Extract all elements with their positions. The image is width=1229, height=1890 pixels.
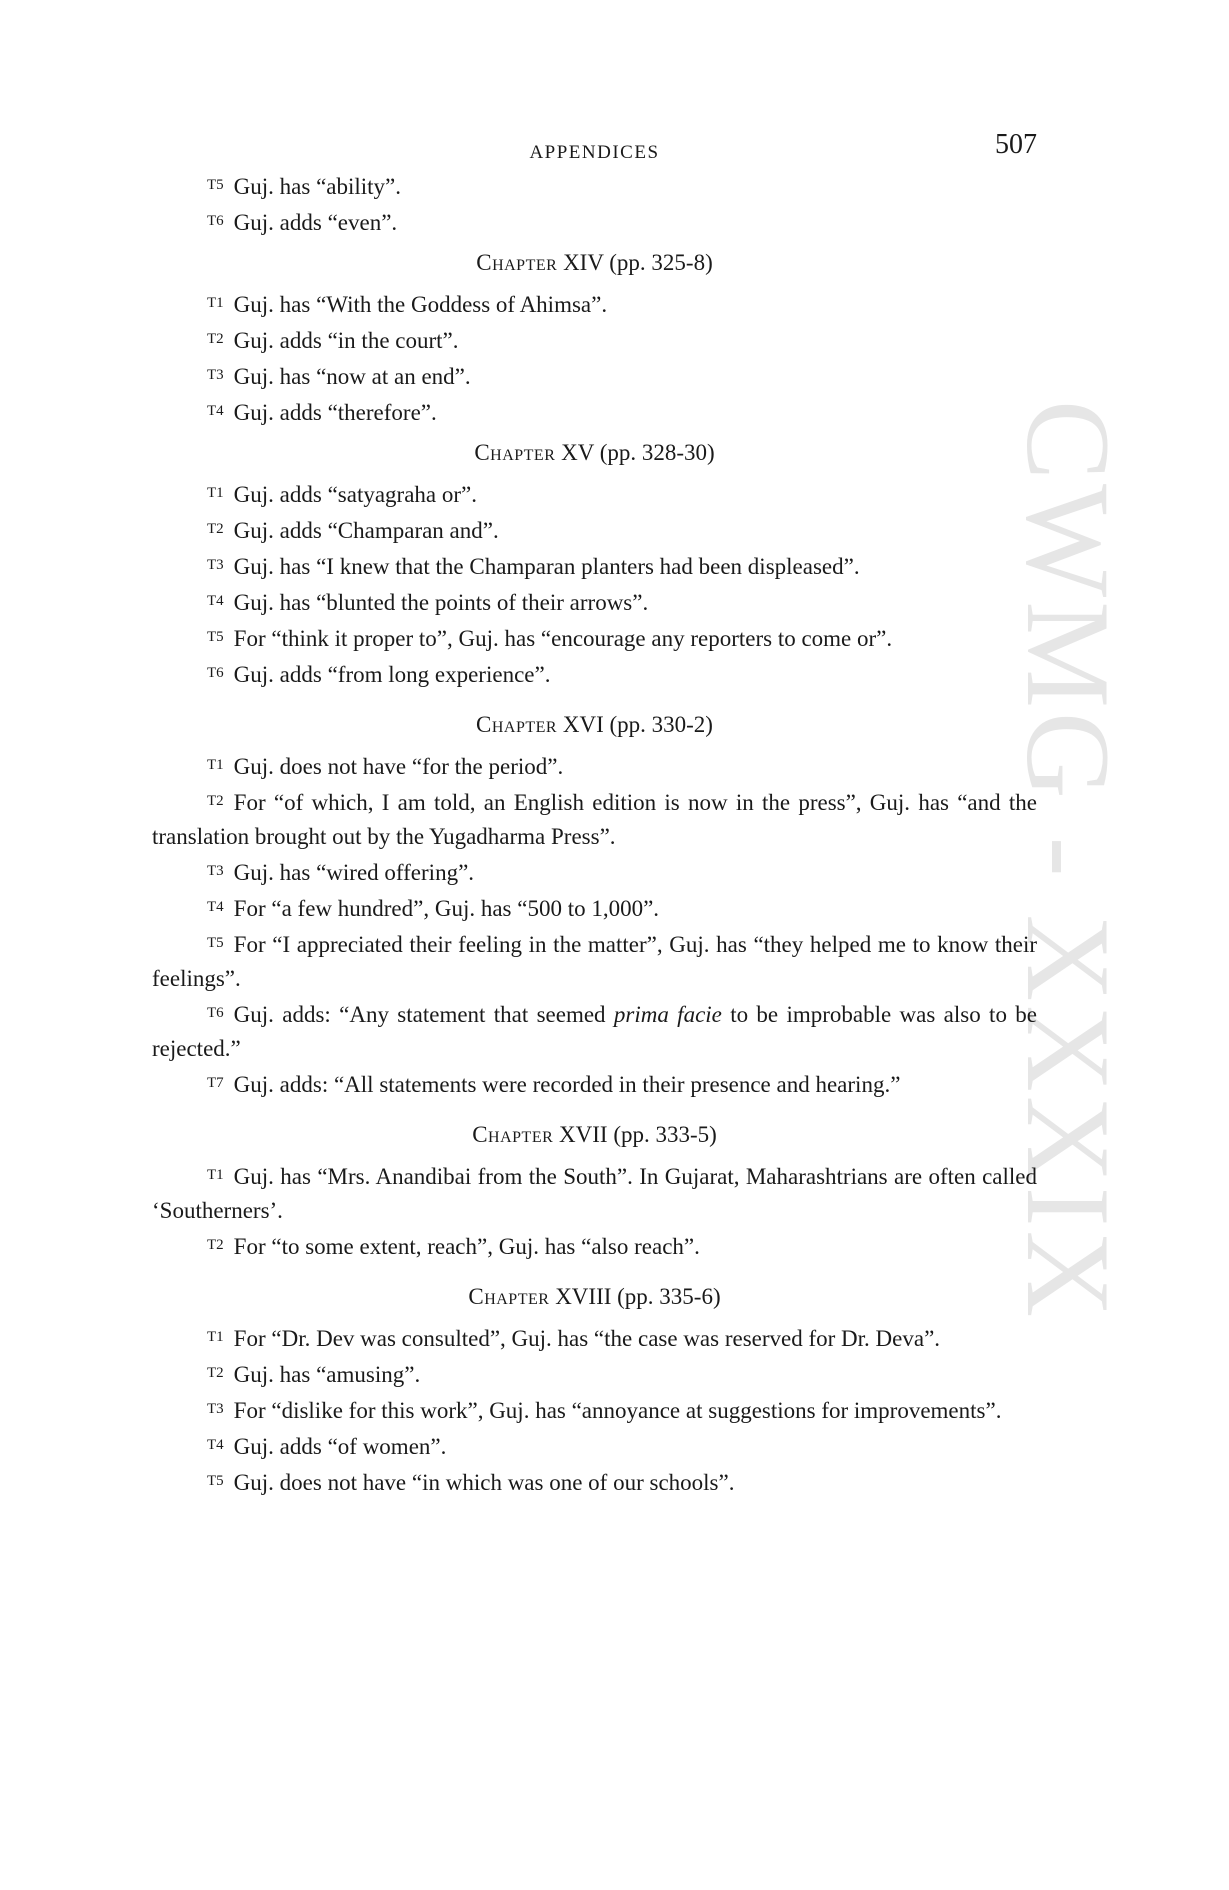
footnote-italic: prima facie [613, 1002, 722, 1027]
footnote-tag: T1 [207, 757, 224, 773]
footnote-text: For “I appreciated their feeling in the matter”, Guj. has “they helped me to know their feelings”. [152, 932, 1037, 991]
footnote [152, 854, 1037, 890]
footnote-tag: T4 [207, 1437, 224, 1453]
footnote-text: Guj. adds “from long experience”. [233, 662, 551, 687]
chapter-range: XVI (pp. 330-2) [557, 712, 713, 737]
footnote-text: Guj. has “ability”. [233, 174, 402, 199]
footnote-tag: T2 [207, 1237, 224, 1253]
running-head [152, 128, 1037, 168]
footnote-tag: T1 [207, 1167, 224, 1183]
footnote-text: to be improbable was also to be rejected.” [152, 1002, 1037, 1061]
footnote [152, 548, 1037, 584]
footnote [152, 1228, 1037, 1264]
footnote-text: Guj. does not have “for the period”. [233, 754, 564, 779]
footnote [152, 1158, 1037, 1228]
footnote [152, 1392, 1037, 1428]
chapter-range: XVII (pp. 333-5) [553, 1122, 717, 1147]
footnote [152, 1464, 1037, 1500]
footnote [152, 926, 1037, 996]
footnote-text: For “dislike for this work”, Guj. has “annoyance at suggestions for improvements”. [233, 1398, 1002, 1423]
footnote-tag: T6 [207, 665, 224, 681]
footnote-tag: T2 [207, 331, 224, 347]
chapter-word: Chapter [472, 1122, 554, 1147]
footnote [152, 784, 1037, 854]
chapter-heading [152, 436, 1037, 470]
footnote-text: Guj. has “With the Goddess of Ahimsa”. [233, 292, 608, 317]
footnote-text: Guj. adds “therefore”. [233, 400, 437, 425]
footnote-text: Guj. has “now at an end”. [233, 364, 471, 389]
footnote-tag: T1 [207, 295, 224, 311]
footnote-tag: T1 [207, 485, 224, 501]
footnote-tag: T5 [207, 935, 224, 951]
footnote-text: Guj. adds “of women”. [233, 1434, 447, 1459]
chapter-range: XV (pp. 328-30) [555, 440, 715, 465]
footnote-text: For “think it proper to”, Guj. has “encourage any reporters to come or”. [233, 626, 893, 651]
footnote [152, 1356, 1037, 1392]
footnote-text: Guj. adds “Champaran and”. [233, 518, 499, 543]
footnote-tag: T3 [207, 367, 224, 383]
footnote-text: Guj. has “I knew that the Champaran planters had been displeased”. [233, 554, 860, 579]
footnote [152, 1428, 1037, 1464]
footnote-tag: T3 [207, 863, 224, 879]
footnote-text: For “to some extent, reach”, Guj. has “also reach”. [233, 1234, 700, 1259]
footnote-tag: T7 [207, 1075, 224, 1091]
footnote-tag: T4 [207, 593, 224, 609]
footnote [152, 286, 1037, 322]
watermark-text: CWMG - XXXIX [1002, 400, 1135, 1322]
footnote [152, 476, 1037, 512]
notes-content [152, 168, 1037, 1500]
chapter-heading [152, 708, 1037, 742]
footnote-tag: T2 [207, 793, 224, 809]
footnote [152, 1320, 1037, 1356]
chapter-heading [152, 1280, 1037, 1314]
footnote-tag: T5 [207, 629, 224, 645]
footnote [152, 748, 1037, 784]
footnote-tag: T1 [207, 1329, 224, 1345]
chapter-word: Chapter [474, 440, 556, 465]
running-head-title: APPENDICES [529, 142, 660, 163]
footnote-text: Guj. adds “satyagraha or”. [233, 482, 477, 507]
footnote-tag: T5 [207, 1473, 224, 1489]
chapter-range: XIV (pp. 325-8) [557, 250, 713, 275]
chapter-range: XVIII (pp. 335-6) [549, 1284, 721, 1309]
footnote-text: Guj. adds: “All statements were recorded in their presence and hearing.” [233, 1072, 901, 1097]
footnote [152, 996, 1037, 1066]
chapter-word: Chapter [468, 1284, 550, 1309]
footnote [152, 1066, 1037, 1102]
footnote-tag: T6 [207, 1005, 224, 1021]
footnote-text: Guj. has “wired offering”. [233, 860, 475, 885]
chapter-word: Chapter [476, 250, 558, 275]
footnote-text: Guj. adds “even”. [233, 210, 398, 235]
footnote-text: Guj. does not have “in which was one of our schools”. [233, 1470, 735, 1495]
footnote-text: For “a few hundred”, Guj. has “500 to 1,000”. [233, 896, 660, 921]
chapter-heading [152, 246, 1037, 280]
footnote-tag: T6 [207, 213, 224, 229]
footnote-text: Guj. has “amusing”. [233, 1362, 421, 1387]
footnote [152, 512, 1037, 548]
footnote-tag: T4 [207, 899, 224, 915]
footnote [152, 656, 1037, 692]
footnote-tag: T2 [207, 1365, 224, 1381]
footnote [152, 584, 1037, 620]
chapter-word: Chapter [476, 712, 558, 737]
footnote-tag: T3 [207, 1401, 224, 1417]
footnote-text: Guj. adds “in the court”. [233, 328, 459, 353]
footnote-text: Guj. has “Mrs. Anandibai from the South”. In Gujarat, Maharashtrians are often called ‘Southerners’. [152, 1164, 1037, 1223]
footnote [152, 168, 1037, 204]
footnote-tag: T3 [207, 557, 224, 573]
page-number: 507 [995, 129, 1037, 160]
footnote-text: Guj. has “blunted the points of their arrows”. [233, 590, 649, 615]
footnote-tag: T5 [207, 177, 224, 193]
footnote [152, 890, 1037, 926]
footnote-tag: T4 [207, 403, 224, 419]
footnote [152, 204, 1037, 240]
footnote [152, 322, 1037, 358]
footnote [152, 394, 1037, 430]
page [152, 128, 1037, 1500]
footnote-text: For “Dr. Dev was consulted”, Guj. has “the case was reserved for Dr. Deva”. [233, 1326, 941, 1351]
footnote [152, 358, 1037, 394]
footnote-tag: T2 [207, 521, 224, 537]
footnote-text: Guj. adds: “Any statement that seemed [233, 1002, 614, 1027]
footnote [152, 620, 1037, 656]
chapter-heading [152, 1118, 1037, 1152]
footnote-text: For “of which, I am told, an English edition is now in the press”, Guj. has “and the translation brought out by the Yugadharma Press”. [152, 790, 1037, 849]
